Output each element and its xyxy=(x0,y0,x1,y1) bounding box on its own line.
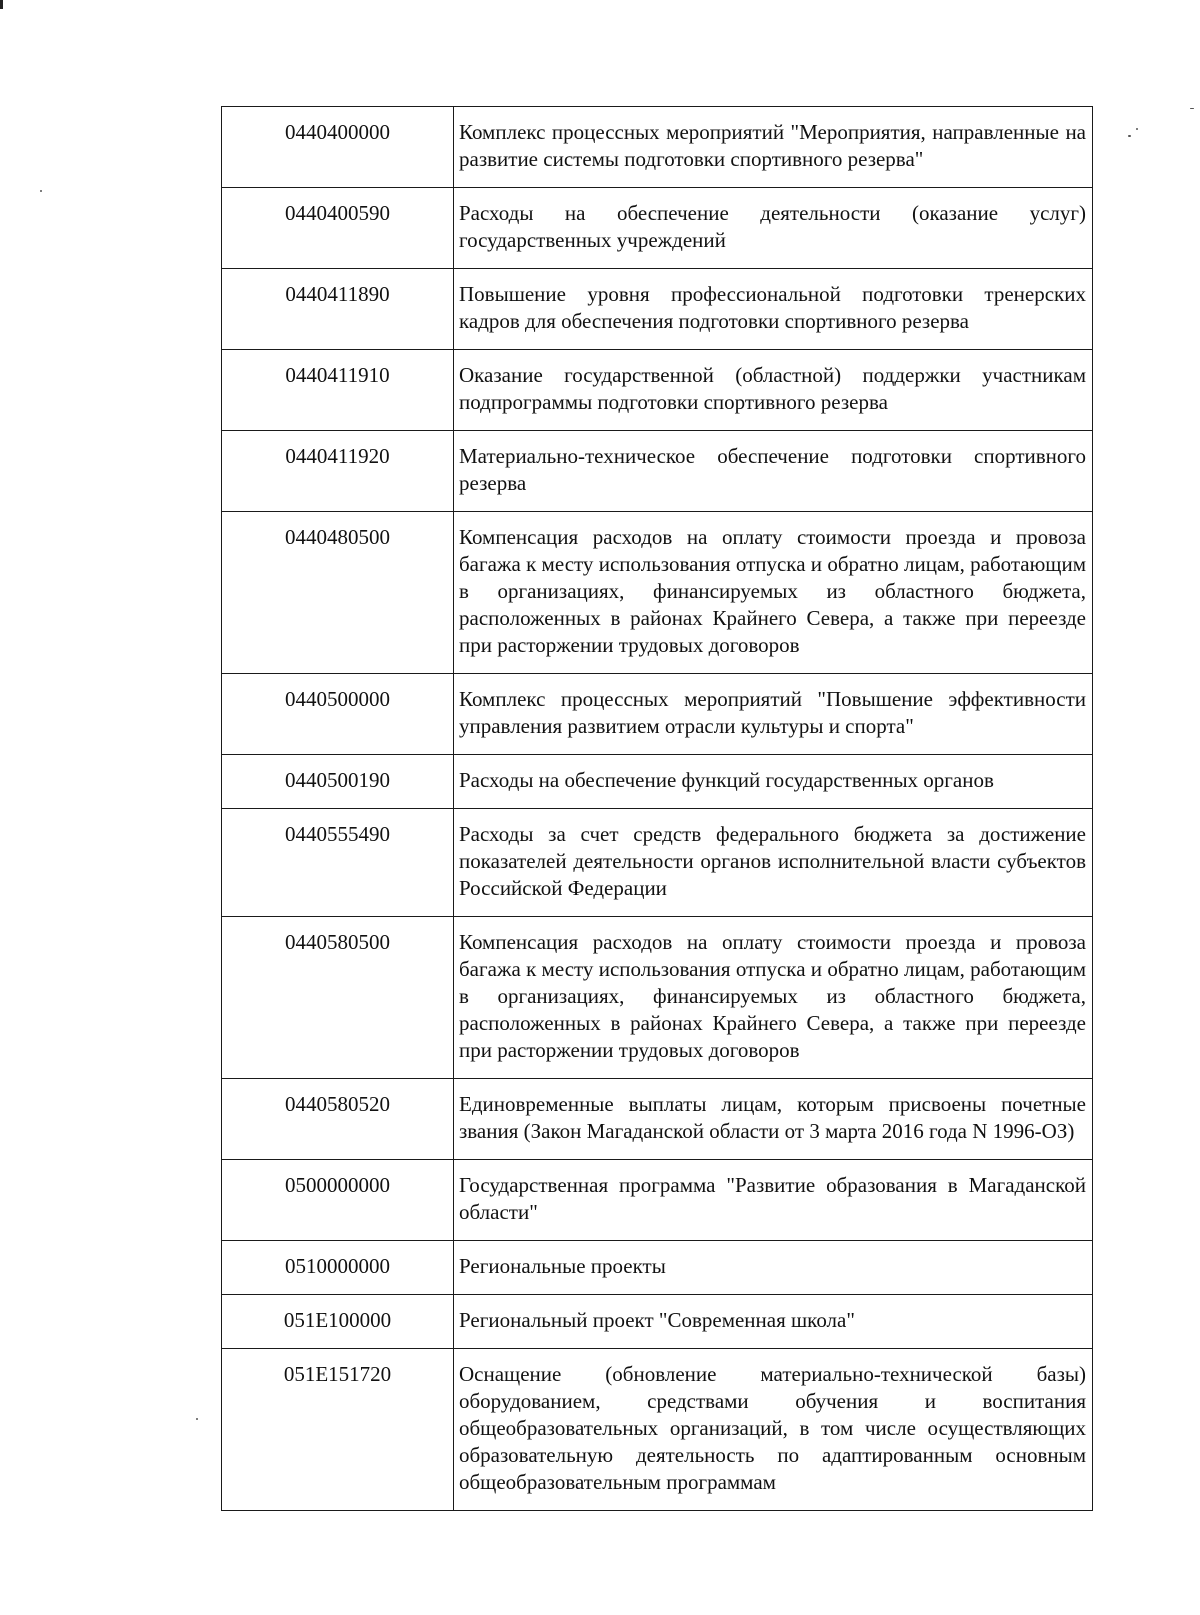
budget-classification-table xyxy=(221,106,1093,1511)
row-description-cell: Расходы на обеспечение деятельности (оказание услуг) государственных учреждений xyxy=(454,188,1093,269)
table-row xyxy=(222,1349,1093,1511)
table-row xyxy=(222,809,1093,917)
table-row xyxy=(222,1295,1093,1349)
scan-speck xyxy=(1190,108,1194,109)
row-code-cell: 0440480500 xyxy=(222,512,454,674)
row-code-cell: 0440555490 xyxy=(222,809,454,917)
table-body xyxy=(222,107,1093,1511)
table-row xyxy=(222,1160,1093,1241)
row-description-cell: Компенсация расходов на оплату стоимости проезда и провоза багажа к месту использования отпуска и обратно лицам, работающим в организациях, финансируемых из областного бюджета, расположенных в районах Крайнего Севера, а также при переезде при расторжении трудовых договоров xyxy=(454,512,1093,674)
row-description-cell: Оказание государственной (областной) поддержки участникам подпрограммы подготовки спортивного резерва xyxy=(454,350,1093,431)
table-row xyxy=(222,269,1093,350)
row-code-cell: 0440500000 xyxy=(222,674,454,755)
row-description-cell: Комплекс процессных мероприятий "Мероприятия, направленные на развитие системы подготовки спортивного резерва" xyxy=(454,107,1093,188)
table-row xyxy=(222,107,1093,188)
table-row xyxy=(222,674,1093,755)
table-row xyxy=(222,188,1093,269)
row-description-cell: Расходы за счет средств федерального бюджета за достижение показателей деятельности органов исполнительной власти субъектов Российской Федерации xyxy=(454,809,1093,917)
scan-speck xyxy=(1128,135,1131,137)
row-description-cell: Компенсация расходов на оплату стоимости проезда и провоза багажа к месту использования отпуска и обратно лицам, работающим в организациях, финансируемых из областного бюджета, расположенных в районах Крайнего Севера, а также при переезде при расторжении трудовых договоров xyxy=(454,917,1093,1079)
scan-edge-mark xyxy=(0,0,3,9)
row-code-cell: 051E100000 xyxy=(222,1295,454,1349)
row-description-cell: Оснащение (обновление материально-технической базы) оборудованием, средствами обучения и воспитания общеобразовательных организаций, в том числе осуществляющих образовательную деятельность по адаптированным основным общеобразовательным программам xyxy=(454,1349,1093,1511)
row-description-cell: Расходы на обеспечение функций государственных органов xyxy=(454,755,1093,809)
row-code-cell: 0440400590 xyxy=(222,188,454,269)
scan-speck xyxy=(1136,128,1138,130)
row-code-cell: 0500000000 xyxy=(222,1160,454,1241)
table-row xyxy=(222,350,1093,431)
row-code-cell: 0440580520 xyxy=(222,1079,454,1160)
row-description-cell: Единовременные выплаты лицам, которым присвоены почетные звания (Закон Магаданской области от 3 марта 2016 года N 1996-ОЗ) xyxy=(454,1079,1093,1160)
table-row xyxy=(222,917,1093,1079)
row-description-cell: Материально-техническое обеспечение подготовки спортивного резерва xyxy=(454,431,1093,512)
row-description-cell: Комплекс процессных мероприятий "Повышение эффективности управления развитием отрасли культуры и спорта" xyxy=(454,674,1093,755)
row-code-cell: 0440411920 xyxy=(222,431,454,512)
row-code-cell: 0440400000 xyxy=(222,107,454,188)
row-description-cell: Повышение уровня профессиональной подготовки тренерских кадров для обеспечения подготовки спортивного резерва xyxy=(454,269,1093,350)
table-row xyxy=(222,1079,1093,1160)
row-description-cell: Государственная программа "Развитие образования в Магаданской области" xyxy=(454,1160,1093,1241)
table-row xyxy=(222,755,1093,809)
row-code-cell: 0440411910 xyxy=(222,350,454,431)
row-description-cell: Региональные проекты xyxy=(454,1241,1093,1295)
row-code-cell: 0510000000 xyxy=(222,1241,454,1295)
row-description-cell: Региональный проект "Современная школа" xyxy=(454,1295,1093,1349)
row-code-cell: 0440580500 xyxy=(222,917,454,1079)
table-row xyxy=(222,431,1093,512)
row-code-cell: 051E151720 xyxy=(222,1349,454,1511)
scan-speck xyxy=(196,1418,198,1420)
table-row xyxy=(222,1241,1093,1295)
row-code-cell: 0440411890 xyxy=(222,269,454,350)
scan-speck xyxy=(40,190,42,192)
row-code-cell: 0440500190 xyxy=(222,755,454,809)
table-row xyxy=(222,512,1093,674)
